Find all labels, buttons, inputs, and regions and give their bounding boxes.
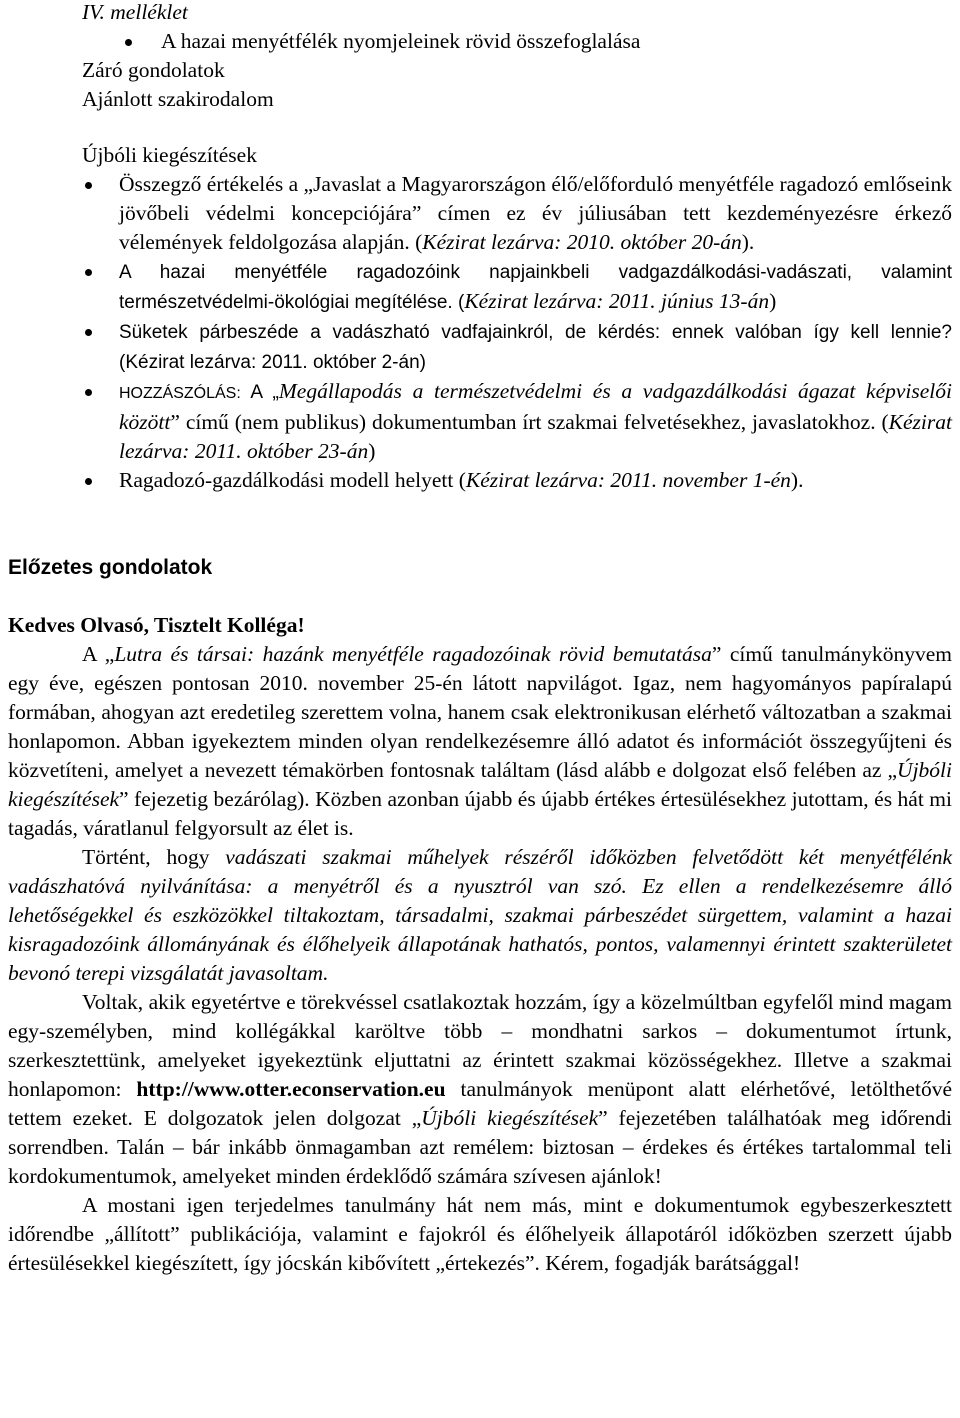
section-heading: Előzetes gondolatok bbox=[8, 556, 213, 579]
paragraph: A „Lutra és társai: hazánk menyétféle ragadozóinak rövid bemutatása” című tanulmánykönyvem egy éve, egészen pontosan 2010. november 25-én látott napvilágot. Igaz, nem hagyományos papíralapú formában, ahogyan azt eredetileg szerettem volna, hanem csak elektronikusan elérhető változatban a szakmai honlapomon. Abban igyekeztem minden olyan rendelkezésemre álló adatot és információt összegyűjteni és közvetíteni, amelyet a nevezett témakörben fontosnak találtam (lásd alább e dolgozat első felében az „Újbóli kiegészítések” fejezetig bezárólag). Közben azonban újabb és újabb értékes értesülésekhez jutottam, és hát mi tagadás, váratlanul felgyorsult az élet is. bbox=[8, 642, 952, 840]
bullet-icon bbox=[125, 39, 132, 46]
toc-item: Újbóli kiegészítések bbox=[82, 143, 257, 167]
list-item: Összegző értékelés a „Javaslat a Magyarországon élő/előforduló menyétféle ragadozó emlőseink jövőbeli védelmi koncepciójára” címen ez év júliusában tett kezdeményezésre érkező vélemények feldolgozása alapján. (Kézirat lezárva: 2010. október 20-án). bbox=[8, 170, 952, 257]
paragraph: Történt, hogy vadászati szakmai műhelyek részéről időközben felvetődött két menyétfélénk vadászhatóvá nyilvánítása: a menyétről és a nyusztról van szó. Ez ellen a rendelkezésemre álló lehetőségekkel és eszközökkel tiltakoztam, társadalmi, szakmai párbeszédet sürgettem, valamint a hazai kisragadozóink állományának és élőhelyeik állapotának hathatós, pontos, valamennyi érintett szakterületet bevonó terepi vizsgálatát javasoltam. bbox=[8, 845, 952, 985]
paragraph: A mostani igen terjedelmes tanulmány hát nem más, mint e dokumentumok egybeszerkesztett időrendbe „állított” publikációja, valamint e fajokról és élőhelyeik állapotáról időközben szerzett újabb értesülésekkel kiegészített, így jócskán kibővített „értekezés”. Kérem, fogadják barátsággal! bbox=[8, 1193, 952, 1275]
list-item: HOZZÁSZÓLÁS: A „Megállapodás a természetvédelmi és a vadgazdálkodási ágazat képviselői között” című (nem publikus) dokumentumban írt szakmai felvetésekhez, javaslatokhoz. (Kézirat lezárva: 2011. október 23-án) bbox=[8, 377, 952, 466]
website-link[interactable]: http://www.otter.econservation.eu bbox=[136, 1077, 446, 1101]
toc-item: Ajánlott szakirodalom bbox=[82, 87, 274, 111]
supplements-list bbox=[8, 170, 952, 495]
toc-item: Záró gondolatok bbox=[82, 58, 225, 82]
appendix-label: IV. melléklet bbox=[82, 0, 188, 24]
list-item: Ragadozó-gazdálkodási modell helyett (Kézirat lezárva: 2011. november 1-én). bbox=[8, 466, 952, 495]
toc-item: A hazai menyétfélék nyomjeleinek rövid összefoglalása bbox=[8, 27, 952, 56]
salutation: Kedves Olvasó, Tisztelt Kolléga! bbox=[8, 613, 305, 637]
list-item: A hazai menyétféle ragadozóink napjainkbeli vadgazdálkodási-vadászati, valamint természetvédelmi-ökológiai megítélése. (Kézirat lezárva: 2011. június 13-án) bbox=[8, 257, 952, 317]
list-item: Süketek párbeszéde a vadászható vadfajainkról, de kérdés: ennek valóban így kell lennie? (Kézirat lezárva: 2011. október 2-án) bbox=[8, 317, 952, 377]
paragraph: Voltak, akik egyetértve e törekvéssel csatlakoztak hozzám, így a közelmúltban egyfelől mind magam egy-személyben, mind kollégákkal karöltve több – mondhatni sarkos – dokumentumot írtunk, szerkesztettünk, amelyeket igyekeztünk eljuttatni az érintett szakmai közösségekhez. Illetve a szakmai honlapomon: http://www.otter.econservation.eu tanulmányok menüpont alatt elérhetővé, letölthetővé tettem ezeket. E dolgozatok jelen dolgozat „Újbóli kiegészítések” fejezetében találhatóak meg időrendi sorrendben. Talán – bár inkább önmagamban azt remélem: biztosan – érdekes és értékes tartalommal teli kordokumentumok, amelyeket minden érdeklődő számára szívesen ajánlok! bbox=[8, 990, 952, 1188]
document-page bbox=[8, 0, 952, 1278]
